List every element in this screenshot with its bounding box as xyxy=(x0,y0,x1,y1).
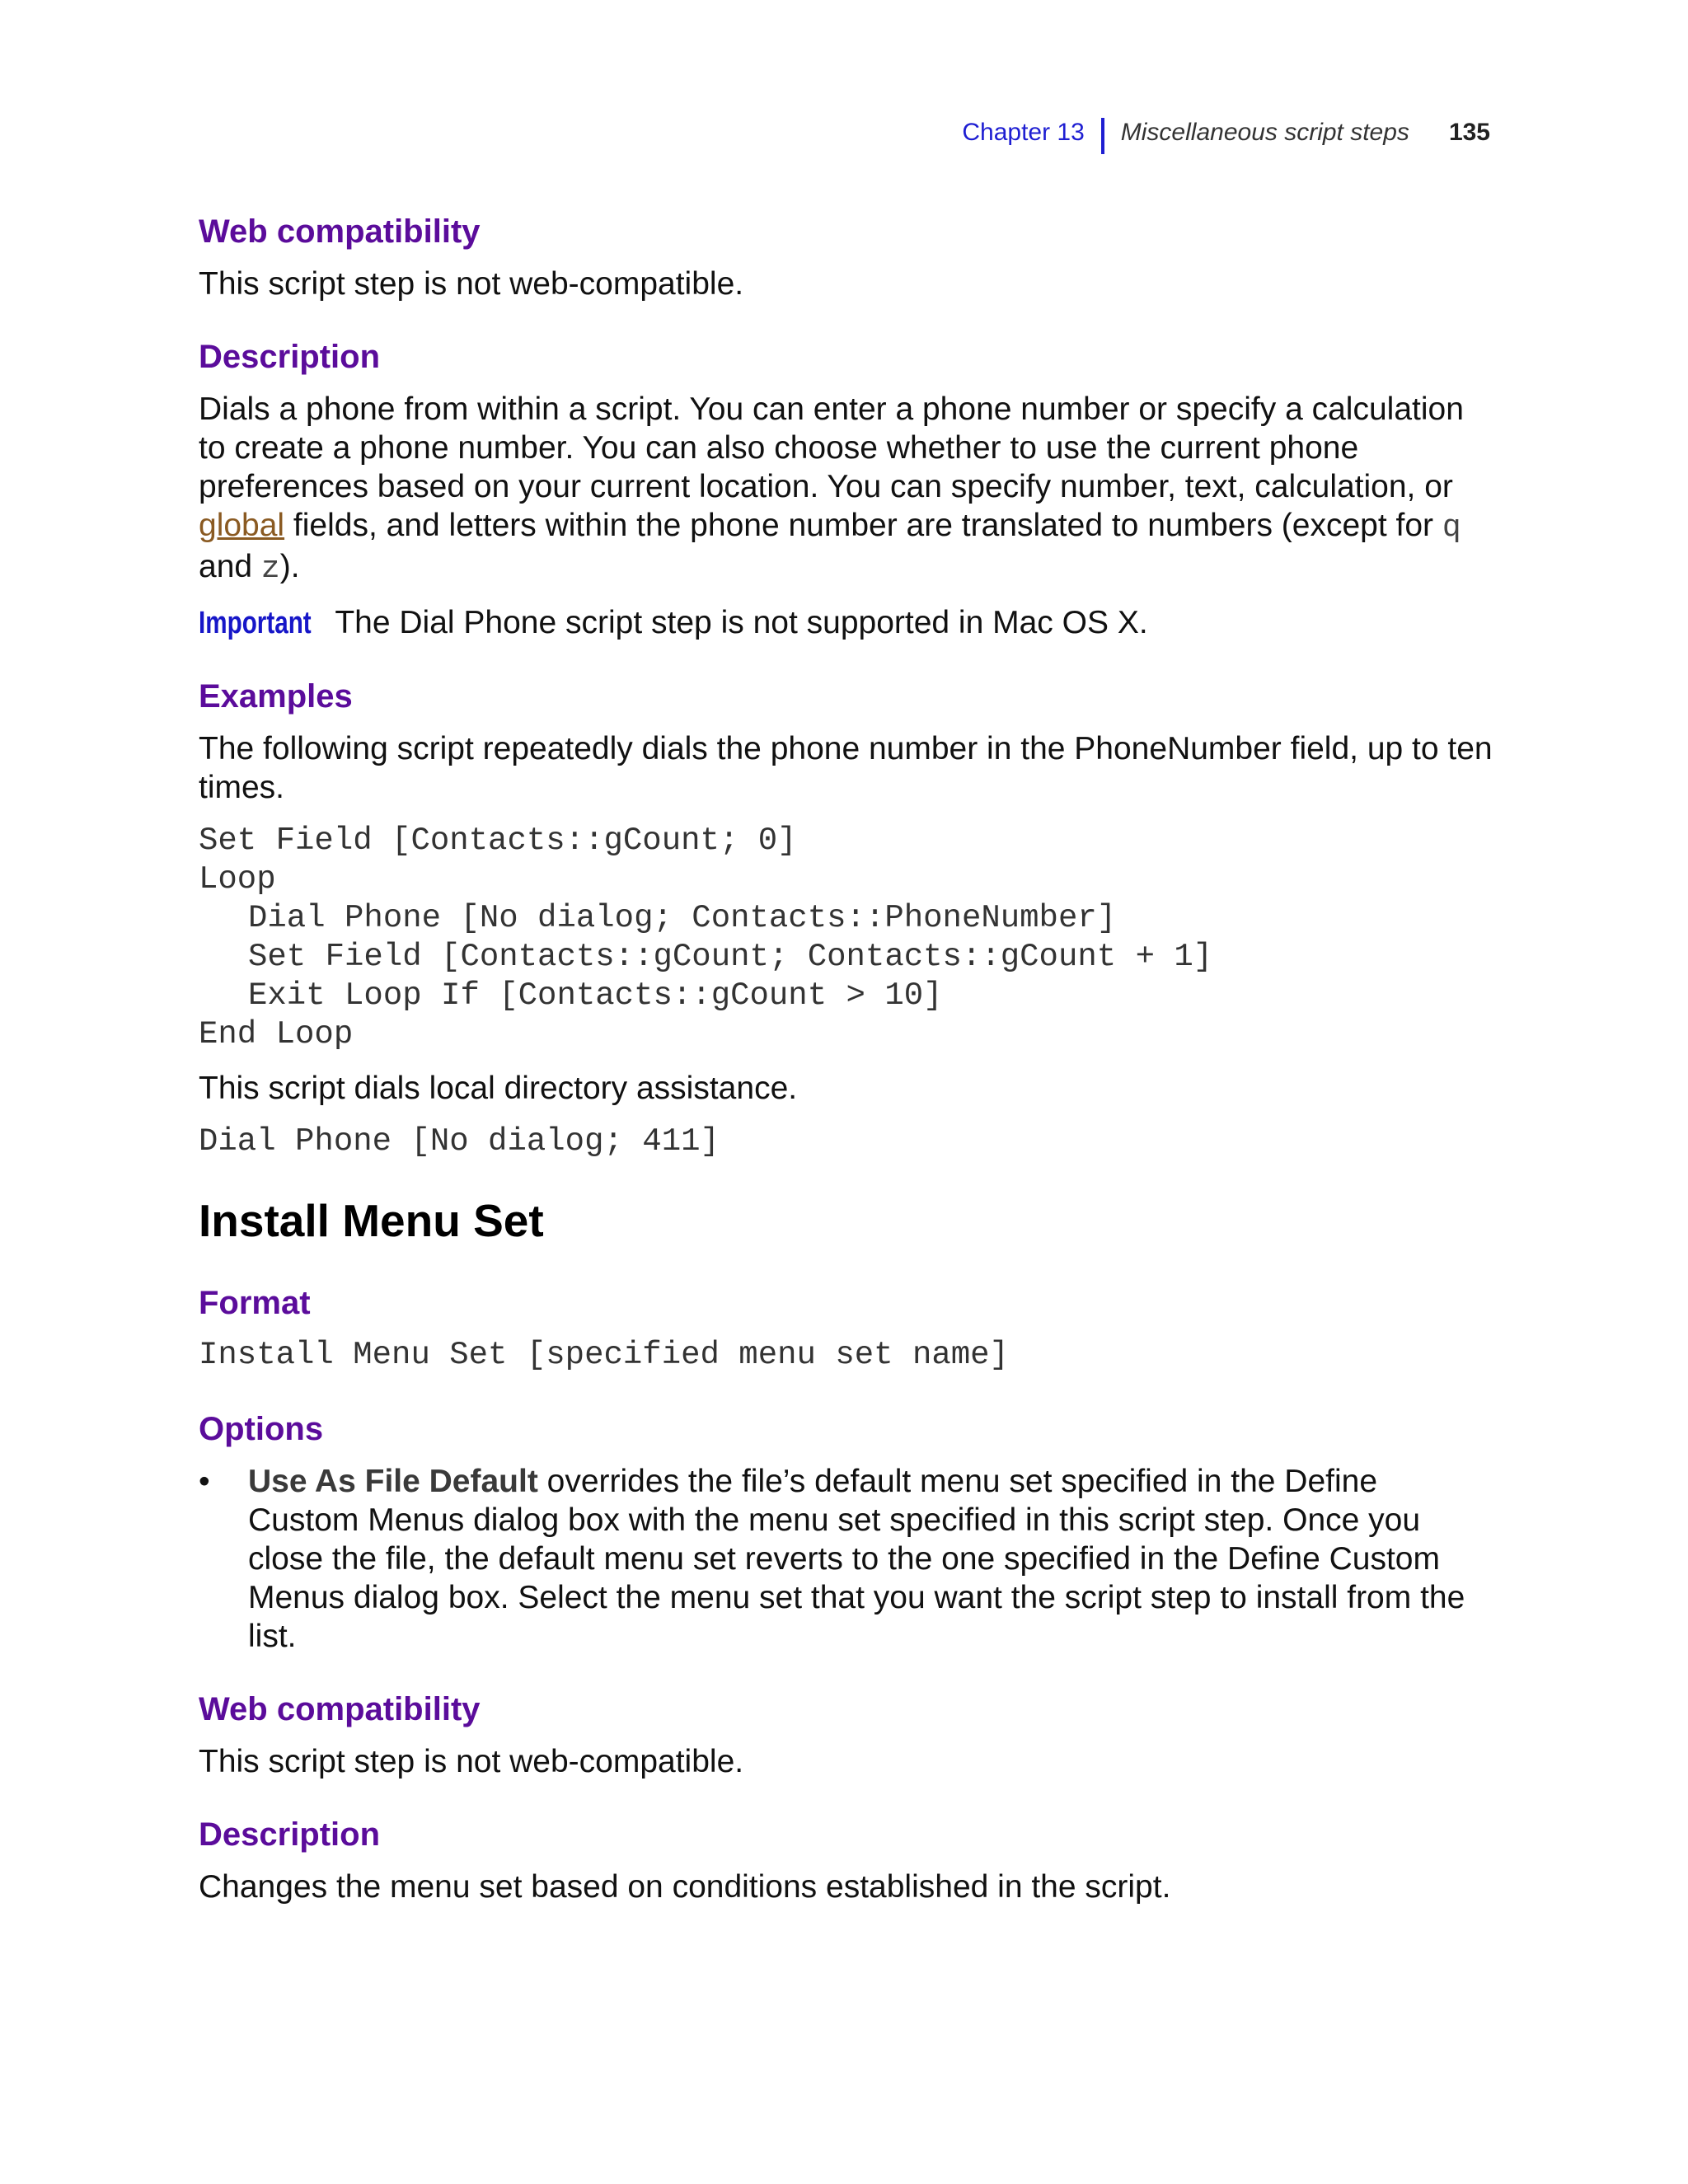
examples-intro-2: This script dials local directory assistance. xyxy=(199,1071,798,1106)
format-heading: Format xyxy=(199,1285,311,1321)
chapter-label: Chapter 13 xyxy=(962,119,1085,146)
code-z: z xyxy=(260,551,280,587)
option-term: Use As File Default xyxy=(248,1464,538,1499)
code-line: Exit Loop If [Contacts::gCount > 10] xyxy=(248,977,943,1014)
description-text-4: ). xyxy=(279,549,300,584)
description-text-3: and xyxy=(199,549,261,584)
options-list-item xyxy=(199,1462,1493,1656)
header-divider xyxy=(1101,118,1104,154)
web-compatibility-text-2: This script step is not web-compatible. xyxy=(199,1744,744,1779)
web-compatibility-text: This script step is not web-compatible. xyxy=(199,266,744,302)
example-script-2: Dial Phone [No dialog; 411] xyxy=(199,1123,720,1160)
options-heading: Options xyxy=(199,1411,324,1447)
web-compatibility-heading: Web compatibility xyxy=(199,213,481,250)
format-code: Install Menu Set [specified menu set name] xyxy=(199,1337,1009,1373)
description-text-install-menu-set: Changes the menu set based on conditions established in the script. xyxy=(199,1869,1171,1905)
description-paragraph xyxy=(199,390,1493,588)
option-description: overrides the file’s default menu set specified in the Define Custom Menus dialog box with the menu set specified in this script step. Once you close the file, the default menu set reverts to the one specified in the Define Custom Menus dialog box. Select the menu set that you want the script step to install from the list. xyxy=(248,1464,1465,1654)
code-line: Loop xyxy=(199,861,276,898)
web-compatibility-heading-2: Web compatibility xyxy=(199,1691,481,1727)
bullet-icon: • xyxy=(199,1464,210,1499)
example-script-block xyxy=(199,822,1493,1054)
page-number: 135 xyxy=(1448,119,1490,146)
section-title-install-menu-set: Install Menu Set xyxy=(199,1195,544,1246)
description-text-2: fields, and letters within the phone number are translated to numbers (except for xyxy=(284,508,1442,543)
code-line: Set Field [Contacts::gCount; 0] xyxy=(199,823,797,859)
examples-heading: Examples xyxy=(199,678,353,715)
code-line: Dial Phone [No dialog; Contacts::PhoneNumber] xyxy=(248,900,1117,936)
option-text xyxy=(248,1462,1493,1656)
description-heading: Description xyxy=(199,339,381,375)
description-heading-2: Description xyxy=(199,1816,381,1853)
important-label: Important xyxy=(199,606,312,640)
code-q: q xyxy=(1442,510,1461,546)
code-line: End Loop xyxy=(199,1016,354,1052)
code-line: Set Field [Contacts::gCount; Contacts::gCount + 1] xyxy=(248,939,1213,975)
examples-intro: The following script repeatedly dials the phone number in the PhoneNumber field, up to ten times. xyxy=(199,731,1493,805)
description-text-1: Dials a phone from within a script. You can enter a phone number or specify a calculation to create a phone number. You can also choose whether to use the current phone preferences based on your current location. You can specify number, text, calculation, or xyxy=(199,391,1464,504)
chapter-title: Miscellaneous script steps xyxy=(1120,119,1409,146)
glossary-link-global[interactable]: global xyxy=(199,508,285,543)
running-header xyxy=(0,112,1490,153)
important-text: The Dial Phone script step is not supported in Mac OS X. xyxy=(326,605,1148,640)
important-note xyxy=(199,603,1493,643)
page-content xyxy=(199,210,1493,1938)
